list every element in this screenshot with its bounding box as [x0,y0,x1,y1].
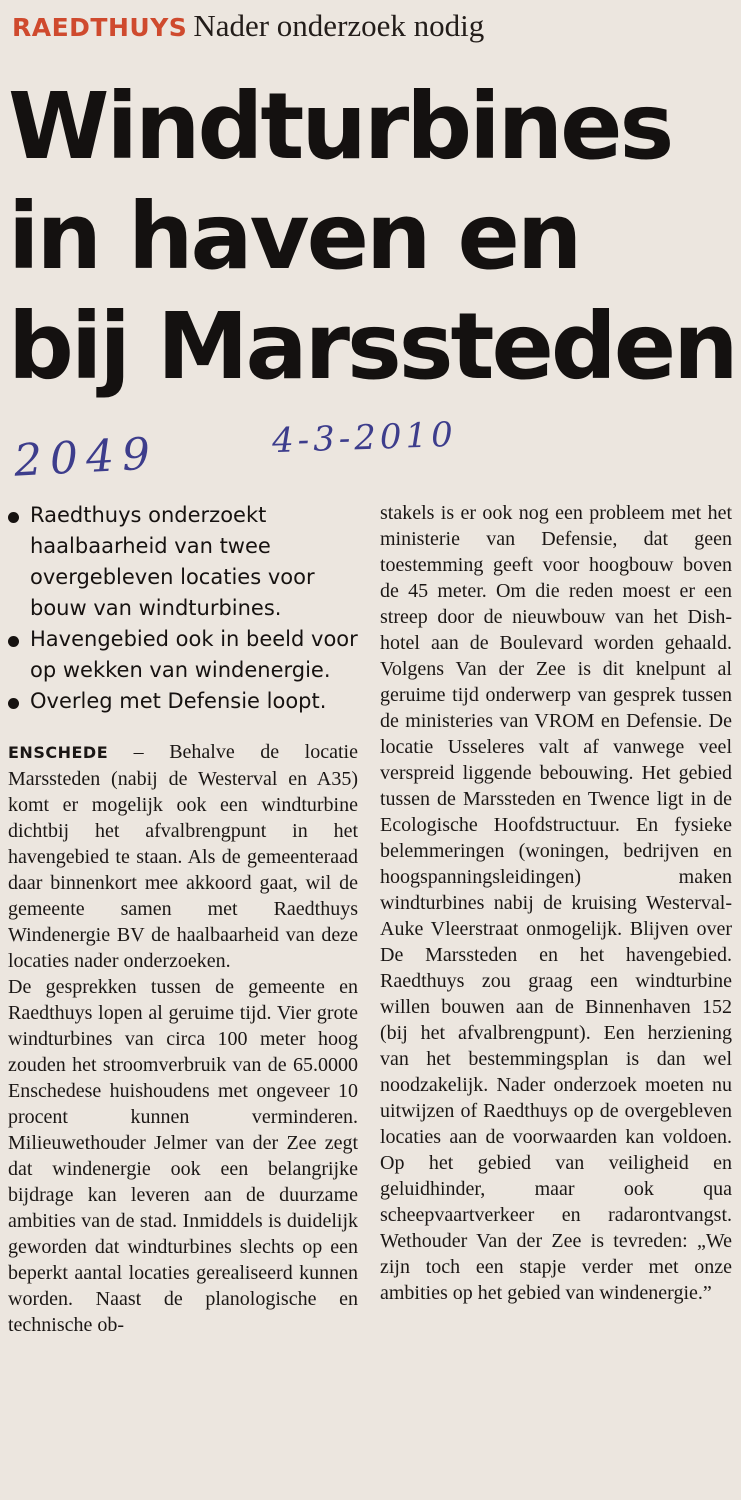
column-left [8,500,358,1338]
bullet-dot-icon [8,636,19,647]
paragraph-3: stakels is er ook nog een probleem met het ministerie van Defensie, dat geen toestemming geeft voor hoogbouw boven de 45 meter. Om die reden moest er een streep door de nieuwbouw van het Dish-hotel aan de Boulevard worden gehaald. Volgens Van der Zee is dit knelpunt al geruime tijd onderwerp van gesprek tussen de ministeries van VROM en Defensie. De locatie Usseleres valt af vanwege veel verspreid liggende bebouwing. Het gebied tussen de Marssteden en Twence ligt in de Ecologische Hoofdstructuur. En fysieke belemmeringen (woningen, bedrijven en hoogspanningsleidingen) maken windturbines nabij de kruising Westerval-Auke Vleerstraat onmogelijk. Blijven over De Marssteden en het havengebied. Raedthuys zou graag een windturbine willen bouwen aan de Binnenhaven 152 (bij het afvalbrengpunt). Een herziening van het bestemmingsplan is dan wel noodzakelijk. Nader onderzoek moeten nu uitwijzen of Raedthuys op de overgebleven locaties aan de voorwaarden kan voldoen. Op het gebied van veiligheid en geluidhinder, maar ook qua scheepvaartverkeer en radarontvangst. Wethouder Van der Zee is tevreden: „We zijn toch een stapje verder met onze ambities op het gebied van windenergie.” [380,502,732,1304]
bullet-item [8,500,358,624]
handwritten-date: 4-3-2010 [271,414,458,462]
bullet-text: Overleg met Defensie loopt. [30,689,327,713]
lead-paragraph [8,739,358,974]
bullet-item [8,624,358,686]
bullet-text: Raedthuys onderzoekt haalbaarheid van twee overgebleven locaties voor bouw van windturbines. [30,503,315,620]
bullet-dot-icon [8,512,19,523]
headline [8,72,736,402]
paragraph-2: De gesprekken tussen de gemeente en Raedthuys lopen al geruime tijd. Vier grote windturbines van circa 100 meter hoog zouden het stroomverbruik van de 65.0000 Enschedese huishoudens met ongeveer 10 procent kunnen verminderen. Milieuwethouder Jelmer van der Zee zegt dat windenergie ook een belangrijke bijdrage kan leveren aan de duurzame ambities van de stad. Inmiddels is duidelijk geworden dat windturbines slechts op een beperkt aantal locaties gerealiseerd kunnen worden. Naast de planologische en technische ob- [8,976,358,1336]
kicker [12,8,484,44]
kicker-subtitle: Nader onderzoek nodig [193,8,485,43]
headline-line-3: bij Marssteden [8,293,736,400]
bullet-list [8,500,358,717]
lead-text: – Behalve de locatie Marssteden (nabij de Westerval en A35) komt er mogelijk ook een windturbine dichtbij het afvalbrengpunt in het havengebied te staan. Als de gemeenteraad daar binnenkort mee akkoord gaat, wil de gemeente samen met Raedthuys Windenergie BV de haalbaarheid van deze locaties nader onderzoeken. [8,741,358,972]
column-right [380,500,732,1306]
headline-line-1: Windturbines [8,73,672,180]
dateline: ENSCHEDE [8,743,109,762]
kicker-brand: RAEDTHUYS [12,13,188,42]
handwritten-number: 2049 [12,428,160,487]
bullet-item [8,686,358,717]
bullet-dot-icon [8,698,19,709]
headline-line-2: in haven en [8,183,580,290]
bullet-text: Havengebied ook in beeld voor op wekken van windenergie. [30,627,358,682]
